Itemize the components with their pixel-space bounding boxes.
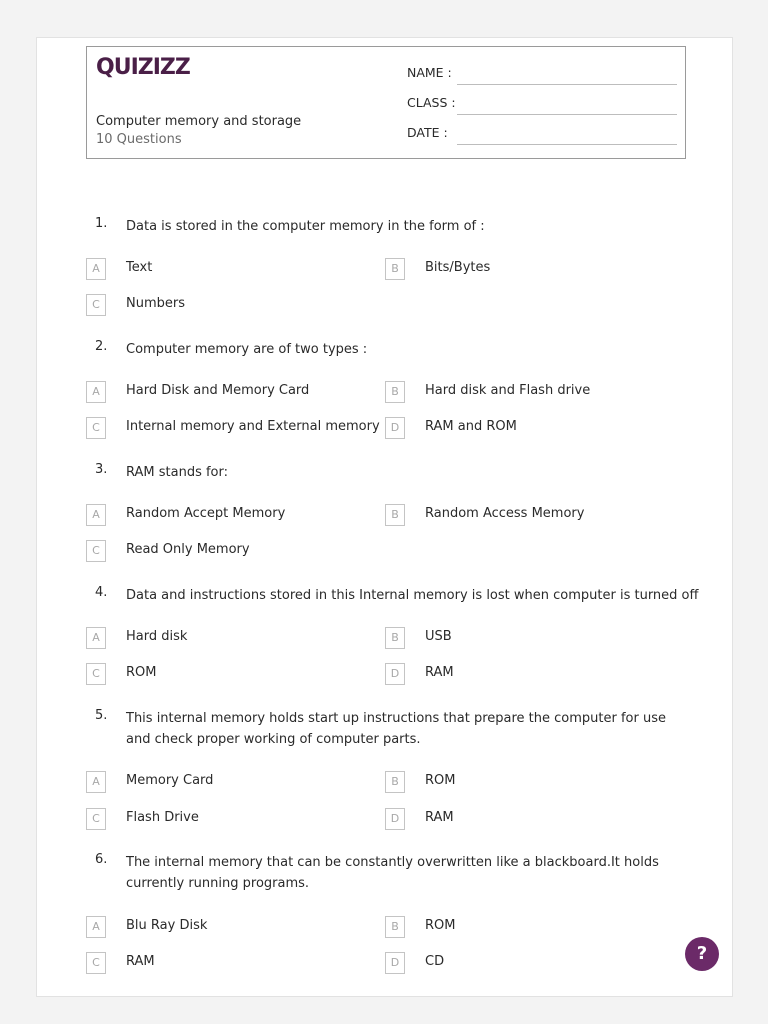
option-letter-box: A xyxy=(86,771,106,793)
option-text: RAM xyxy=(425,665,454,680)
question-number: 6. xyxy=(95,852,108,867)
class-field xyxy=(407,93,677,115)
option-text: RAM and ROM xyxy=(425,419,517,434)
option-text: ROM xyxy=(425,918,456,933)
option-text: Hard Disk and Memory Card xyxy=(126,383,310,398)
option-letter-box: D xyxy=(385,417,405,439)
question-number: 5. xyxy=(95,708,108,723)
date-label: DATE : xyxy=(407,125,448,140)
option-letter-box: D xyxy=(385,952,405,974)
worksheet-page xyxy=(36,37,733,997)
option-letter-box: C xyxy=(86,294,106,316)
option-text: Numbers xyxy=(126,296,185,311)
date-field xyxy=(407,123,677,145)
option-text: ROM xyxy=(126,665,157,680)
option-text: RAM xyxy=(126,954,155,969)
option-letter-box: D xyxy=(385,663,405,685)
question-text: This internal memory holds start up instructions that prepare the computer for use and check proper working of computer parts. xyxy=(126,711,666,747)
help-button[interactable] xyxy=(685,937,719,971)
option-letter-box: A xyxy=(86,504,106,526)
option-letter-box: A xyxy=(86,627,106,649)
option-letter-box: A xyxy=(86,258,106,280)
option-letter-box: C xyxy=(86,417,106,439)
option-text: Flash Drive xyxy=(126,810,199,825)
question-number: 2. xyxy=(95,339,108,354)
option-letter-box: B xyxy=(385,504,405,526)
class-line xyxy=(457,114,677,115)
class-label: CLASS : xyxy=(407,95,456,110)
option-letter-box: C xyxy=(86,540,106,562)
option-text: ROM xyxy=(425,773,456,788)
question-text: Data and instructions stored in this Internal memory is lost when computer is turned off xyxy=(126,588,699,603)
question-text: The internal memory that can be constantly overwritten like a blackboard.It holds currently running programs. xyxy=(126,855,659,891)
name-line xyxy=(457,84,677,85)
option-text: Bits/Bytes xyxy=(425,260,491,275)
quiz-title: Computer memory and storage xyxy=(96,114,302,129)
option-text: Internal memory and External memory xyxy=(126,419,380,434)
option-text: RAM xyxy=(425,810,454,825)
option-letter-box: B xyxy=(385,771,405,793)
question-number: 1. xyxy=(95,216,108,231)
option-letter-box: C xyxy=(86,663,106,685)
option-letter-box: A xyxy=(86,381,106,403)
option-text: Hard disk xyxy=(126,629,188,644)
question-text: RAM stands for: xyxy=(126,465,229,480)
worksheet-header xyxy=(86,46,686,159)
question-text: Computer memory are of two types : xyxy=(126,342,368,357)
question-text: Data is stored in the computer memory in the form of : xyxy=(126,219,485,234)
option-text: USB xyxy=(425,629,452,644)
option-letter-box: B xyxy=(385,916,405,938)
option-letter-box: C xyxy=(86,952,106,974)
option-letter-box: D xyxy=(385,808,405,830)
option-letter-box: B xyxy=(385,381,405,403)
question-mark-icon: ? xyxy=(696,943,708,964)
question-count: 10 Questions xyxy=(96,132,182,147)
option-text: Memory Card xyxy=(126,773,214,788)
option-text: Blu Ray Disk xyxy=(126,918,208,933)
option-letter-box: B xyxy=(385,627,405,649)
option-text: CD xyxy=(425,954,445,969)
option-text: Random Accept Memory xyxy=(126,506,286,521)
option-text: Text xyxy=(126,260,153,275)
option-letter-box: B xyxy=(385,258,405,280)
option-text: Random Access Memory xyxy=(425,506,585,521)
option-letter-box: C xyxy=(86,808,106,830)
question-number: 4. xyxy=(95,585,108,600)
quizizz-logo: QUIZIZZ xyxy=(96,55,190,80)
option-text: Read Only Memory xyxy=(126,542,250,557)
question-number: 3. xyxy=(95,462,108,477)
option-text: Hard disk and Flash drive xyxy=(425,383,591,398)
option-letter-box: A xyxy=(86,916,106,938)
name-label: NAME : xyxy=(407,65,452,80)
name-field xyxy=(407,63,677,85)
date-line xyxy=(457,144,677,145)
